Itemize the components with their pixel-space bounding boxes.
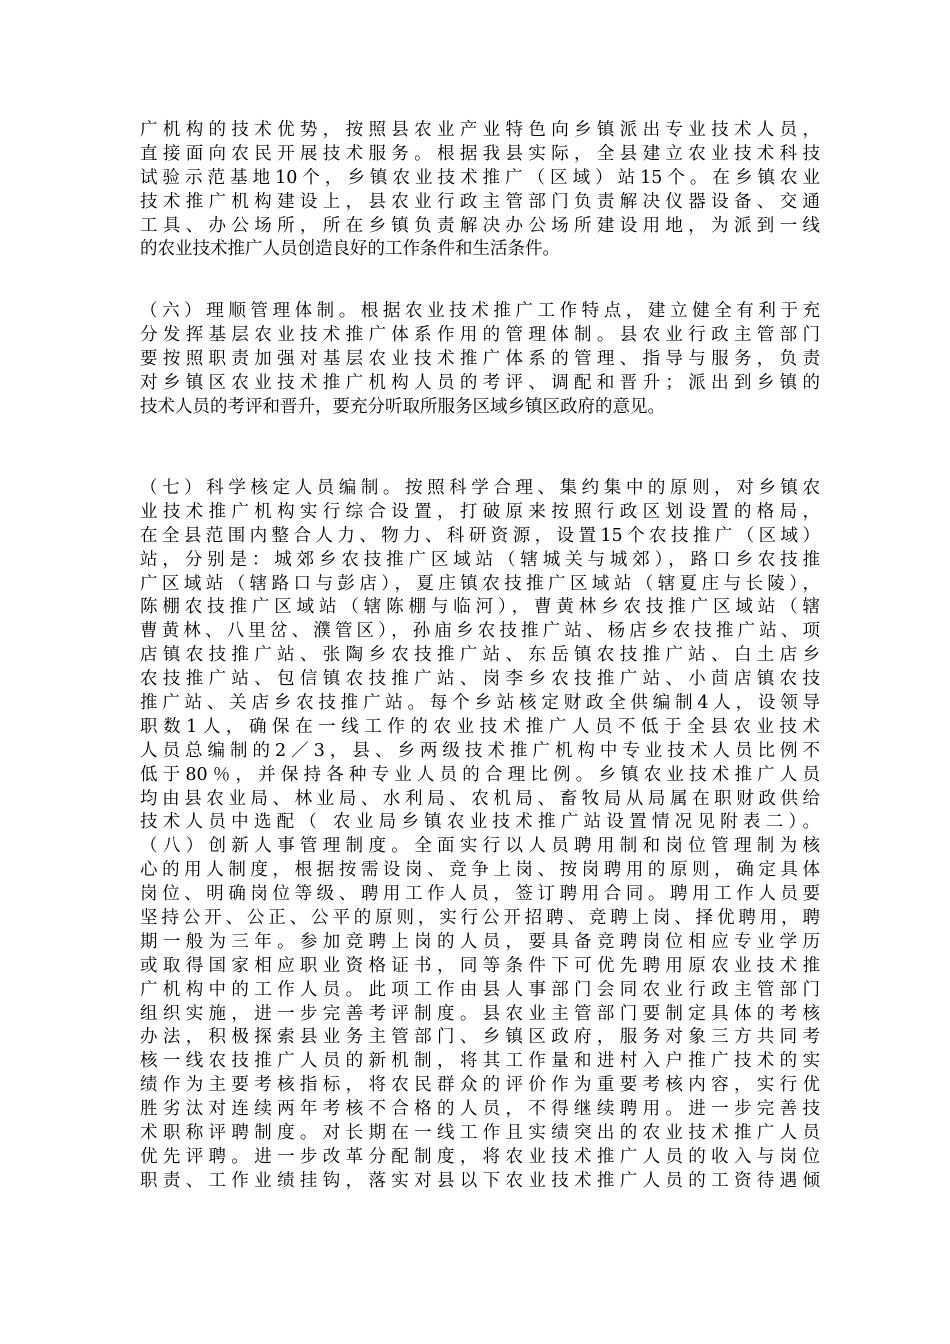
text-line: 的农业技术推广人员创造良好的工作条件和生活条件。 xyxy=(140,239,560,260)
text-line: 推广站、关店乡农技推广站。每个乡站核定财政全供编制4人，设领导 xyxy=(140,693,820,714)
text-line: 组织实施，进一步完善考评制度。县农业主管部门要制定具体的考核 xyxy=(140,1003,820,1024)
text-line: 绩作为主要考核指标，将农民群众的评价作为重要考核内容，实行优 xyxy=(140,1075,820,1096)
text-line: 广机构的技术优势，按照县农业产业特色向乡镇派出专业技术人员， xyxy=(140,120,820,140)
text-line: 对乡镇区农业技术推广机构人员的考评、调配和晋升；派出到乡镇的 xyxy=(140,372,820,393)
text-line: 陈棚农技推广区域站（辖陈棚与临河），曹黄林乡农技推广区域站（辖 xyxy=(140,597,820,618)
text-line: 技术人员的考评和晋升，要充分听取所服务区域乡镇区政府的意见。 xyxy=(140,396,665,417)
text-line: 分发挥基层农业技术推广体系作用的管理体制。县农业行政主管部门 xyxy=(140,324,820,345)
text-line: 业技术推广机构实行综合设置，打破原来按照行政区划设置的格局， xyxy=(140,501,820,522)
text-line: 核一线农技推广人员的新机制，将其工作量和进村入户推广技术的实 xyxy=(140,1051,820,1072)
text-line: 要按照职责加强对基层农业技术推广体系的管理、指导与服务，负责 xyxy=(140,348,820,369)
text-line: （七）科学核定人员编制。按照科学合理、集约集中的原则，对乡镇农 xyxy=(140,478,820,498)
text-line: 优先评聘。进一步改革分配制度，将农业技术推广人员的收入与岗位 xyxy=(140,1146,820,1167)
text-line: 广区域站（辖路口与彭店），夏庄镇农技推广区域站（辖夏庄与长陵）， xyxy=(140,573,820,594)
text-line: 均由县农业局、林业局、水利局、农机局、畜牧局从局属在职财政供给 xyxy=(140,788,820,809)
text-line: 胜劣汰对连续两年考核不合格的人员，不得继续聘用。进一步完善技 xyxy=(140,1099,820,1120)
text-line: 术职称评聘制度。对长期在一线工作且实绩突出的农业技术推广人员 xyxy=(140,1123,820,1144)
text-line: 在全县范围内整合人力、物力、科研资源，设置15个农技推广（区域） xyxy=(140,525,820,546)
text-line: 职责、工作业绩挂钩，落实对县以下农业技术推广人员的工资待遇倾 xyxy=(140,1170,820,1191)
paragraph-tech-stations xyxy=(140,119,820,262)
text-line: 或取得国家相应职业资格证书，同等条件下可优先聘用原农业技术推 xyxy=(140,955,820,976)
text-line: 广机构中的工作人员。此项工作由县人事部门会同农业行政主管部门 xyxy=(140,979,820,1000)
text-line: （八）创新人事管理制度。全面实行以人员聘用制和岗位管理制为核 xyxy=(140,836,820,857)
text-line: 试验示范基地10个，乡镇农业技术推广（区域）站15个。在乡镇农业 xyxy=(140,167,820,188)
text-line: （六）理顺管理体制。根据农业技术推广工作特点，建立健全有利于充 xyxy=(140,301,820,321)
text-line: 职数1人，确保在一线工作的农业技术推广人员不低于全县农业技术 xyxy=(140,716,820,737)
text-line: 人员总编制的2／3，县、乡两级技术推广机构中专业技术人员比例不 xyxy=(140,740,820,761)
text-line: 曹黄林、八里岔、濮管区），孙庙乡农技推广站、杨店乡农技推广站、项 xyxy=(140,621,820,642)
text-line: 技术推广机构建设上，县农业行政主管部门负责解决仪器设备、交通 xyxy=(140,191,820,212)
text-line: 办法，积极探索县业务主管部门、乡镇区政府，服务对象三方共同考 xyxy=(140,1027,820,1048)
paragraph-sections-7-8-staffing-personnel xyxy=(140,477,820,1194)
text-line: 店镇农技推广站、张陶乡农技推广站、东岳镇农技推广站、白土店乡 xyxy=(140,645,820,666)
paragraph-section-6-management xyxy=(140,300,820,419)
text-line: 期一般为三年。参加竞聘上岗的人员，要具备竞聘岗位相应专业学历 xyxy=(140,931,820,952)
text-line: 技术人员中选配（ 农业局乡镇农业技术推广站设置情况见附表二）。 xyxy=(140,812,820,833)
text-line: 工具、办公场所，所在乡镇负责解决办公场所建设用地，为派到一线 xyxy=(140,215,820,236)
text-line: 直接面向农民开展技术服务。根据我县实际，全县建立农业技术科技 xyxy=(140,143,820,164)
text-line: 站，分别是：城郊乡农技推广区域站（辖城关与城郊），路口乡农技推 xyxy=(140,549,820,570)
text-line: 岗位、明确岗位等级、聘用工作人员，签订聘用合同。聘用工作人员要 xyxy=(140,884,820,905)
text-line: 农技推广站、包信镇农技推广站、岗李乡农技推广站、小茴店镇农技 xyxy=(140,669,820,690)
text-line: 心的用人制度，根据按需设岗、竞争上岗、按岗聘用的原则，确定具体 xyxy=(140,860,820,881)
text-line: 低于80％，并保持各种专业人员的合理比例。乡镇农业技术推广人员 xyxy=(140,764,820,785)
text-line: 坚持公开、公正、公平的原则，实行公开招聘、竞聘上岗、择优聘用，聘 xyxy=(140,908,820,929)
